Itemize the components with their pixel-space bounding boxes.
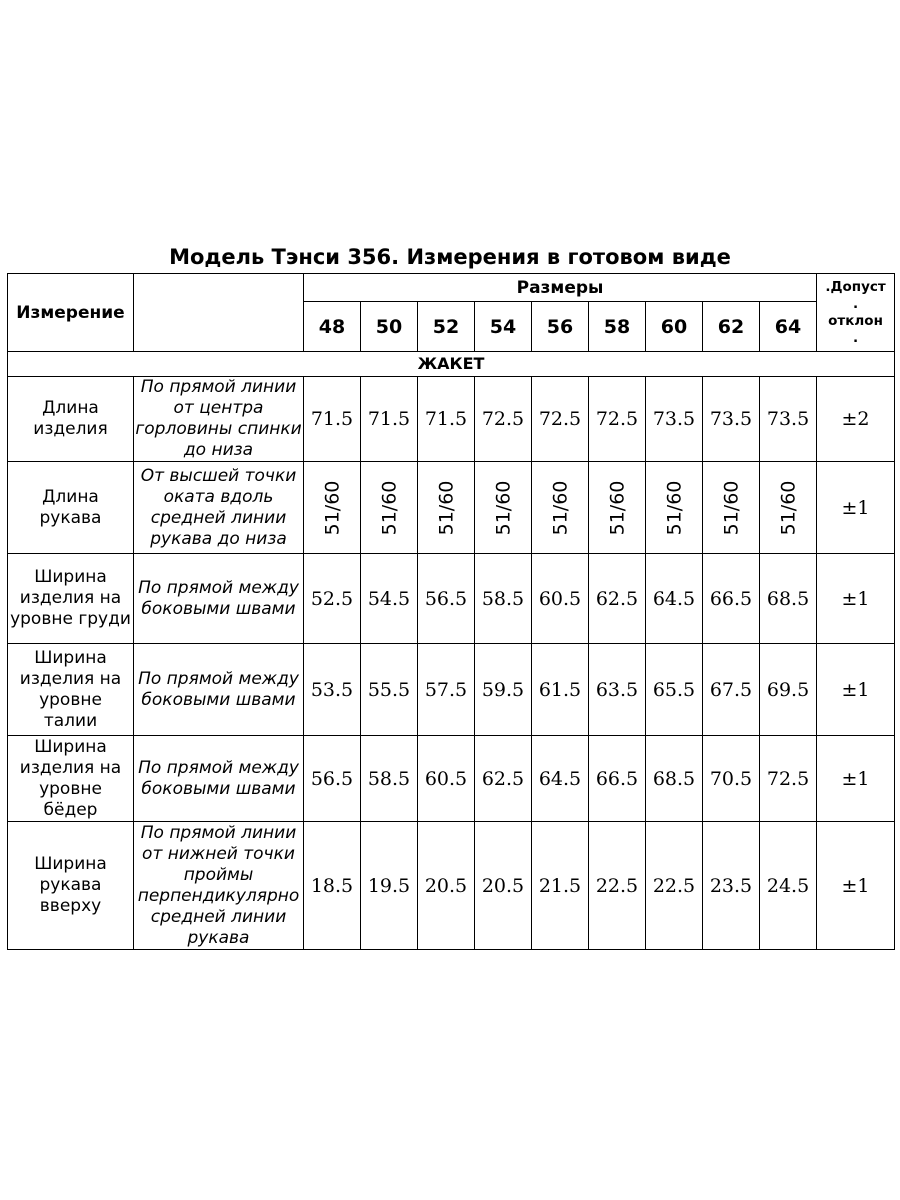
value-cell: 19.5 <box>361 822 418 950</box>
value-cell: 64.5 <box>646 554 703 644</box>
measure-name: Ширина изделия на уровне груди <box>8 554 134 644</box>
value-cell: 72.5 <box>589 377 646 462</box>
size-header-58: 58 <box>589 302 646 352</box>
value-cell: 51/60 <box>646 462 703 554</box>
value-cell: 60.5 <box>418 736 475 822</box>
measure-description: По прямой между боковыми швами <box>134 736 304 822</box>
measure-name: Длина изделия <box>8 377 134 462</box>
size-header-56: 56 <box>532 302 589 352</box>
value-cell: 20.5 <box>475 822 532 950</box>
tolerance-cell: ±1 <box>817 644 895 736</box>
tolerance-cell: ±1 <box>817 462 895 554</box>
value-cell: 18.5 <box>304 822 361 950</box>
value-cell: 53.5 <box>304 644 361 736</box>
size-header-54: 54 <box>475 302 532 352</box>
measure-name: Ширина изделия на уровне талии <box>8 644 134 736</box>
description-header <box>134 274 304 352</box>
value-cell: 59.5 <box>475 644 532 736</box>
table-row <box>8 822 895 950</box>
size-header-52: 52 <box>418 302 475 352</box>
value-cell: 68.5 <box>646 736 703 822</box>
value-cell: 72.5 <box>475 377 532 462</box>
value-cell: 56.5 <box>418 554 475 644</box>
value-cell: 71.5 <box>304 377 361 462</box>
value-cell: 72.5 <box>532 377 589 462</box>
value-cell: 65.5 <box>646 644 703 736</box>
value-cell: 62.5 <box>475 736 532 822</box>
size-header-60: 60 <box>646 302 703 352</box>
tolerance-cell: ±1 <box>817 822 895 950</box>
value-cell: 54.5 <box>361 554 418 644</box>
value-cell: 24.5 <box>760 822 817 950</box>
value-cell: 51/60 <box>475 462 532 554</box>
value-cell: 70.5 <box>703 736 760 822</box>
value-cell: 51/60 <box>304 462 361 554</box>
value-cell: 71.5 <box>418 377 475 462</box>
measure-description: По прямой линии от центра горловины спинки до низа <box>135 377 302 460</box>
value-cell: 73.5 <box>646 377 703 462</box>
value-cell: 73.5 <box>760 377 817 462</box>
value-cell: 51/60 <box>589 462 646 554</box>
value-cell: 72.5 <box>760 736 817 822</box>
measure-header: Измерение <box>8 274 134 352</box>
measurements-table <box>7 273 895 950</box>
measure-description: По прямой линии от нижней точки проймы перпендикулярно средней линии рукава <box>134 822 304 950</box>
measure-name: Ширина изделия на уровне бёдер <box>8 736 134 822</box>
page-title: Модель Тэнси 356. Измерения в готовом виде <box>169 245 731 269</box>
value-cell: 51/60 <box>703 462 760 554</box>
size-header-48: 48 <box>304 302 361 352</box>
value-cell: 73.5 <box>703 377 760 462</box>
table-row <box>8 736 895 822</box>
value-cell: 67.5 <box>703 644 760 736</box>
measure-name: Длина рукава <box>8 462 134 554</box>
value-cell: 60.5 <box>532 554 589 644</box>
measure-description: От высшей точки оката вдоль средней линии рукава до низа <box>134 462 304 554</box>
table-row <box>8 554 895 644</box>
value-cell: 64.5 <box>532 736 589 822</box>
tolerance-cell: ±2 <box>817 377 895 462</box>
value-cell: 51/60 <box>418 462 475 554</box>
tolerance-cell: ±1 <box>817 554 895 644</box>
table-row <box>8 644 895 736</box>
sizes-header: Размеры <box>304 274 817 302</box>
value-cell: 58.5 <box>361 736 418 822</box>
table-row <box>8 377 895 462</box>
value-cell: 55.5 <box>361 644 418 736</box>
tolerance-header: .Допуст . отклон . <box>817 274 895 352</box>
value-cell: 62.5 <box>589 554 646 644</box>
value-cell: 57.5 <box>418 644 475 736</box>
value-cell: 68.5 <box>760 554 817 644</box>
value-cell: 20.5 <box>418 822 475 950</box>
value-cell: 23.5 <box>703 822 760 950</box>
measure-description: По прямой между боковыми швами <box>134 644 304 736</box>
value-cell: 21.5 <box>532 822 589 950</box>
table-row <box>8 462 895 554</box>
size-header-64: 64 <box>760 302 817 352</box>
value-cell: 22.5 <box>589 822 646 950</box>
measure-description: По прямой между боковыми швами <box>134 554 304 644</box>
value-cell: 69.5 <box>760 644 817 736</box>
value-cell: 61.5 <box>532 644 589 736</box>
value-cell: 56.5 <box>304 736 361 822</box>
size-header-62: 62 <box>703 302 760 352</box>
size-header-50: 50 <box>361 302 418 352</box>
tolerance-cell: ±1 <box>817 736 895 822</box>
value-cell: 51/60 <box>361 462 418 554</box>
value-cell: 63.5 <box>589 644 646 736</box>
value-cell: 66.5 <box>589 736 646 822</box>
value-cell: 58.5 <box>475 554 532 644</box>
value-cell: 51/60 <box>532 462 589 554</box>
value-cell: 71.5 <box>361 377 418 462</box>
measure-name: Ширина рукава вверху <box>8 822 134 950</box>
value-cell: 66.5 <box>703 554 760 644</box>
value-cell: 52.5 <box>304 554 361 644</box>
section-label: ЖАКЕТ <box>8 352 895 377</box>
value-cell: 51/60 <box>760 462 817 554</box>
value-cell: 22.5 <box>646 822 703 950</box>
